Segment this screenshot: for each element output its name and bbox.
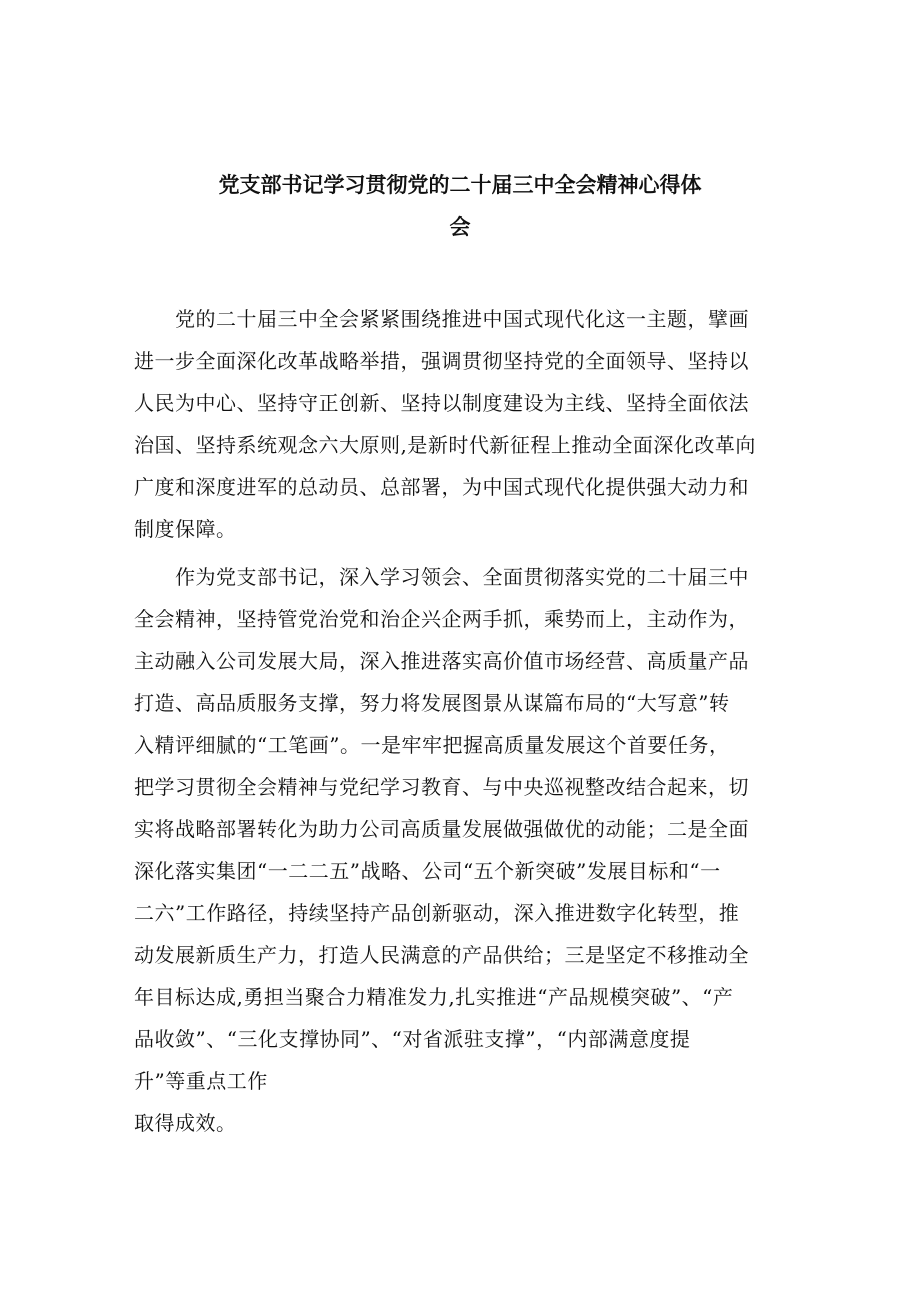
body-line: 人民为中心、坚持守正创新、坚持以制度建设为主线、坚持全面依法 bbox=[134, 391, 749, 415]
body-line: 党的二十届三中全会紧紧围绕推进中国式现代化这一主题，擘画 bbox=[134, 307, 749, 331]
body-line: 深化落实集团“一二二五”战略、公司“五个新突破”发展目标和“一 bbox=[134, 859, 721, 883]
body-line: 升”等重点工作 bbox=[134, 1069, 268, 1093]
document-title-line-2: 会 bbox=[449, 215, 471, 239]
body-line: 实将战略部署转化为助力公司高质量发展做强做优的动能；二是全面 bbox=[134, 817, 749, 841]
body-line: 把学习贯彻全会精神与党纪学习教育、与中央巡视整改结合起来，切 bbox=[134, 775, 749, 799]
body-line: 进一步全面深化改革战略举措，强调贯彻坚持党的全面领导、坚持以 bbox=[134, 349, 749, 373]
body-line: 取得成效。 bbox=[134, 1111, 237, 1135]
body-line: 全会精神，坚持管党治党和治企兴企两手抓，乘势而上，主动作为， bbox=[134, 607, 749, 631]
body-line: 广度和深度进军的总动员、总部署，为中国式现代化提供强大动力和 bbox=[134, 475, 749, 499]
body-line: 二六”工作路径，持续坚持产品创新驱动，深入推进数字化转型，推 bbox=[134, 901, 740, 925]
body-line: 制度保障。 bbox=[134, 517, 237, 541]
body-line: 治国、坚持系统观念六大原则,是新时代新征程上推动全面深化改革向 bbox=[134, 433, 756, 457]
body-line: 作为党支部书记，深入学习领会、全面贯彻落实党的二十届三中 bbox=[134, 565, 749, 589]
body-line: 年目标达成,勇担当聚合力精准发力,扎实推进“产品规模突破”、“产 bbox=[134, 985, 734, 1009]
body-line: 动发展新质生产力，打造人民满意的产品供给；三是坚定不移推动全 bbox=[134, 943, 749, 967]
body-line: 主动融入公司发展大局，深入推进落实高价值市场经营、高质量产品 bbox=[134, 649, 749, 673]
body-line: 打造、高品质服务支撑，努力将发展图景从谋篇布局的“大写意”转 bbox=[134, 691, 730, 715]
document-title-line-1: 党支部书记学习贯彻党的二十届三中全会精神心得体 bbox=[218, 173, 702, 197]
body-line: 品收敛”、“三化支撑协同”、“对省派驻支撑”，“内部满意度提 bbox=[134, 1027, 691, 1051]
body-line: 入精评细腻的“工笔画”。一是牢牢把握高质量发展这个首要任务， bbox=[134, 733, 730, 757]
